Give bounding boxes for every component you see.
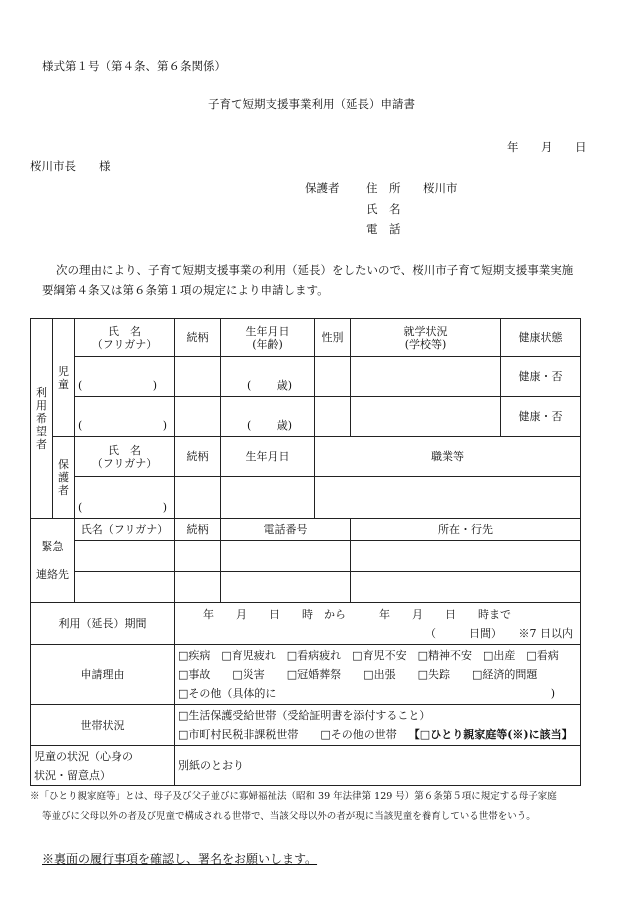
phone-label: 電 話 (366, 222, 401, 236)
child-birth-header: 生年月日 (年齢) (221, 319, 315, 357)
emergency2-location-cell[interactable] (351, 572, 581, 603)
emergency-phone-header: 電話番号 (221, 519, 351, 541)
reason-options[interactable] (175, 645, 581, 705)
emergency1-phone-cell[interactable] (221, 541, 351, 572)
household-row-1: □生活保護受給世帯（受給証明書を添付すること） (178, 709, 431, 722)
reason-label: 申請理由 (31, 645, 175, 705)
date-year: 年 (507, 140, 519, 154)
child2-relation-cell[interactable] (175, 397, 221, 437)
child-label: 児 童 (53, 319, 75, 437)
child-relation-header: 続柄 (175, 319, 221, 357)
child2-name-cell[interactable]: ( ) (75, 397, 175, 437)
emergency-relation-header: 続柄 (175, 519, 221, 541)
addressee: 桜川市長 様 (30, 159, 111, 173)
emergency1-location-cell[interactable] (351, 541, 581, 572)
child2-health-cell[interactable]: 健康・否 (501, 397, 581, 437)
date-day: 日 (575, 140, 587, 154)
guardian-relation-header: 続柄 (175, 437, 221, 477)
child1-name-cell[interactable]: ( ) (75, 357, 175, 397)
application-table (30, 318, 581, 786)
child1-health-cell[interactable]: 健康・否 (501, 357, 581, 397)
back-notice: ※裏面の履行事項を確認し、署名をお願いします。 (42, 852, 318, 866)
reason-row-3: □その他（具体的に ) (178, 687, 555, 700)
household-options[interactable] (175, 705, 581, 746)
section-users-label: 利 用 希 望 者 (31, 319, 53, 519)
period-line-2: （ 日間） ※7 日以内 (425, 626, 573, 640)
child1-relation-cell[interactable] (175, 357, 221, 397)
child2-school-cell[interactable] (351, 397, 501, 437)
child-status-value[interactable]: 別紙のとおり (175, 746, 581, 786)
emergency2-relation-cell[interactable] (175, 572, 221, 603)
address-label: 住 所 (366, 181, 401, 195)
intro-line-2: 要綱第４条又は第６条第１項の規定により申請します。 (42, 283, 329, 297)
emergency-location-header: 所在・行先 (351, 519, 581, 541)
footnote-line-1: ※「ひとり親家庭等」とは、母子及び父子並びに寡婦福祉法（昭和 39 年法律第 129 号）第６条第５項に規定する母子家庭 (30, 791, 557, 802)
single-parent-option[interactable]: 【□ひとり親家庭等(※)に該当】 (408, 728, 573, 741)
date-month: 月 (541, 140, 553, 154)
footnote-line-2: 等並びに父母以外の者及び児童で構成される世帯で、当該父母以外の者が現に当該児童を養育している世帯をいう。 (42, 811, 536, 822)
emergency1-relation-cell[interactable] (175, 541, 221, 572)
child-school-header: 就学状況 (学校等) (351, 319, 501, 357)
emergency-name-header: 氏名（フリガナ） (75, 519, 175, 541)
emergency2-name-cell[interactable] (75, 572, 175, 603)
guardian-birth-header: 生年月日 (221, 437, 315, 477)
period-label: 利用（延長）期間 (31, 603, 175, 645)
guardian-relation-cell[interactable] (175, 477, 221, 519)
household-label: 世帯状況 (31, 705, 175, 746)
emergency-contact-label: 緊急 連絡先 (31, 519, 75, 603)
child1-birth-cell[interactable]: ( 歳) (221, 357, 315, 397)
period-cell[interactable] (175, 603, 581, 645)
guardian-name-cell[interactable]: ( ) (75, 477, 175, 519)
guardian-occupation-header: 職業等 (315, 437, 581, 477)
reason-row-2: □事故 □災害 □冠婚葬祭 □出張 □失踪 □経済的問題 (178, 668, 538, 681)
child2-sex-cell[interactable] (315, 397, 351, 437)
child-sex-header: 性別 (315, 319, 351, 357)
child1-sex-cell[interactable] (315, 357, 351, 397)
child1-school-cell[interactable] (351, 357, 501, 397)
period-line-1: 年 月 日 時 から 年 月 日 時まで (203, 607, 511, 621)
child-status-label: 児童の状況（心身の 状況・留意点） (31, 746, 175, 786)
emergency1-name-cell[interactable] (75, 541, 175, 572)
form-title: 子育て短期支援事業利用（延長）申請書 (208, 97, 415, 111)
guardian-label: 保護者 (305, 181, 340, 195)
household-row-2: □市町村民税非課税世帯 □その他の世帯 【□ひとり親家庭等(※)に該当】 (178, 728, 573, 741)
reason-row-1: □疾病 □育児疲れ □看病疲れ □育児不安 □精神不安 □出産 □看病 (178, 649, 559, 662)
child-name-header: 氏 名 （フリガナ） (75, 319, 175, 357)
address-value: 桜川市 (423, 181, 458, 195)
child2-birth-cell[interactable]: ( 歳) (221, 397, 315, 437)
guardian-occupation-cell[interactable] (315, 477, 581, 519)
guardian-birth-cell[interactable] (221, 477, 315, 519)
name-label: 氏 名 (366, 202, 401, 216)
form-number: 様式第１号（第４条、第６条関係） (42, 59, 226, 73)
intro-line-1: 次の理由により、子育て短期支援事業の利用（延長）をしたいので、桜川市子育て短期支援事業実施 (56, 263, 574, 277)
guardian-section-label: 保 護 者 (53, 437, 75, 519)
child-health-header: 健康状態 (501, 319, 581, 357)
emergency2-phone-cell[interactable] (221, 572, 351, 603)
guardian-name-header: 氏 名 （フリガナ） (75, 437, 175, 477)
